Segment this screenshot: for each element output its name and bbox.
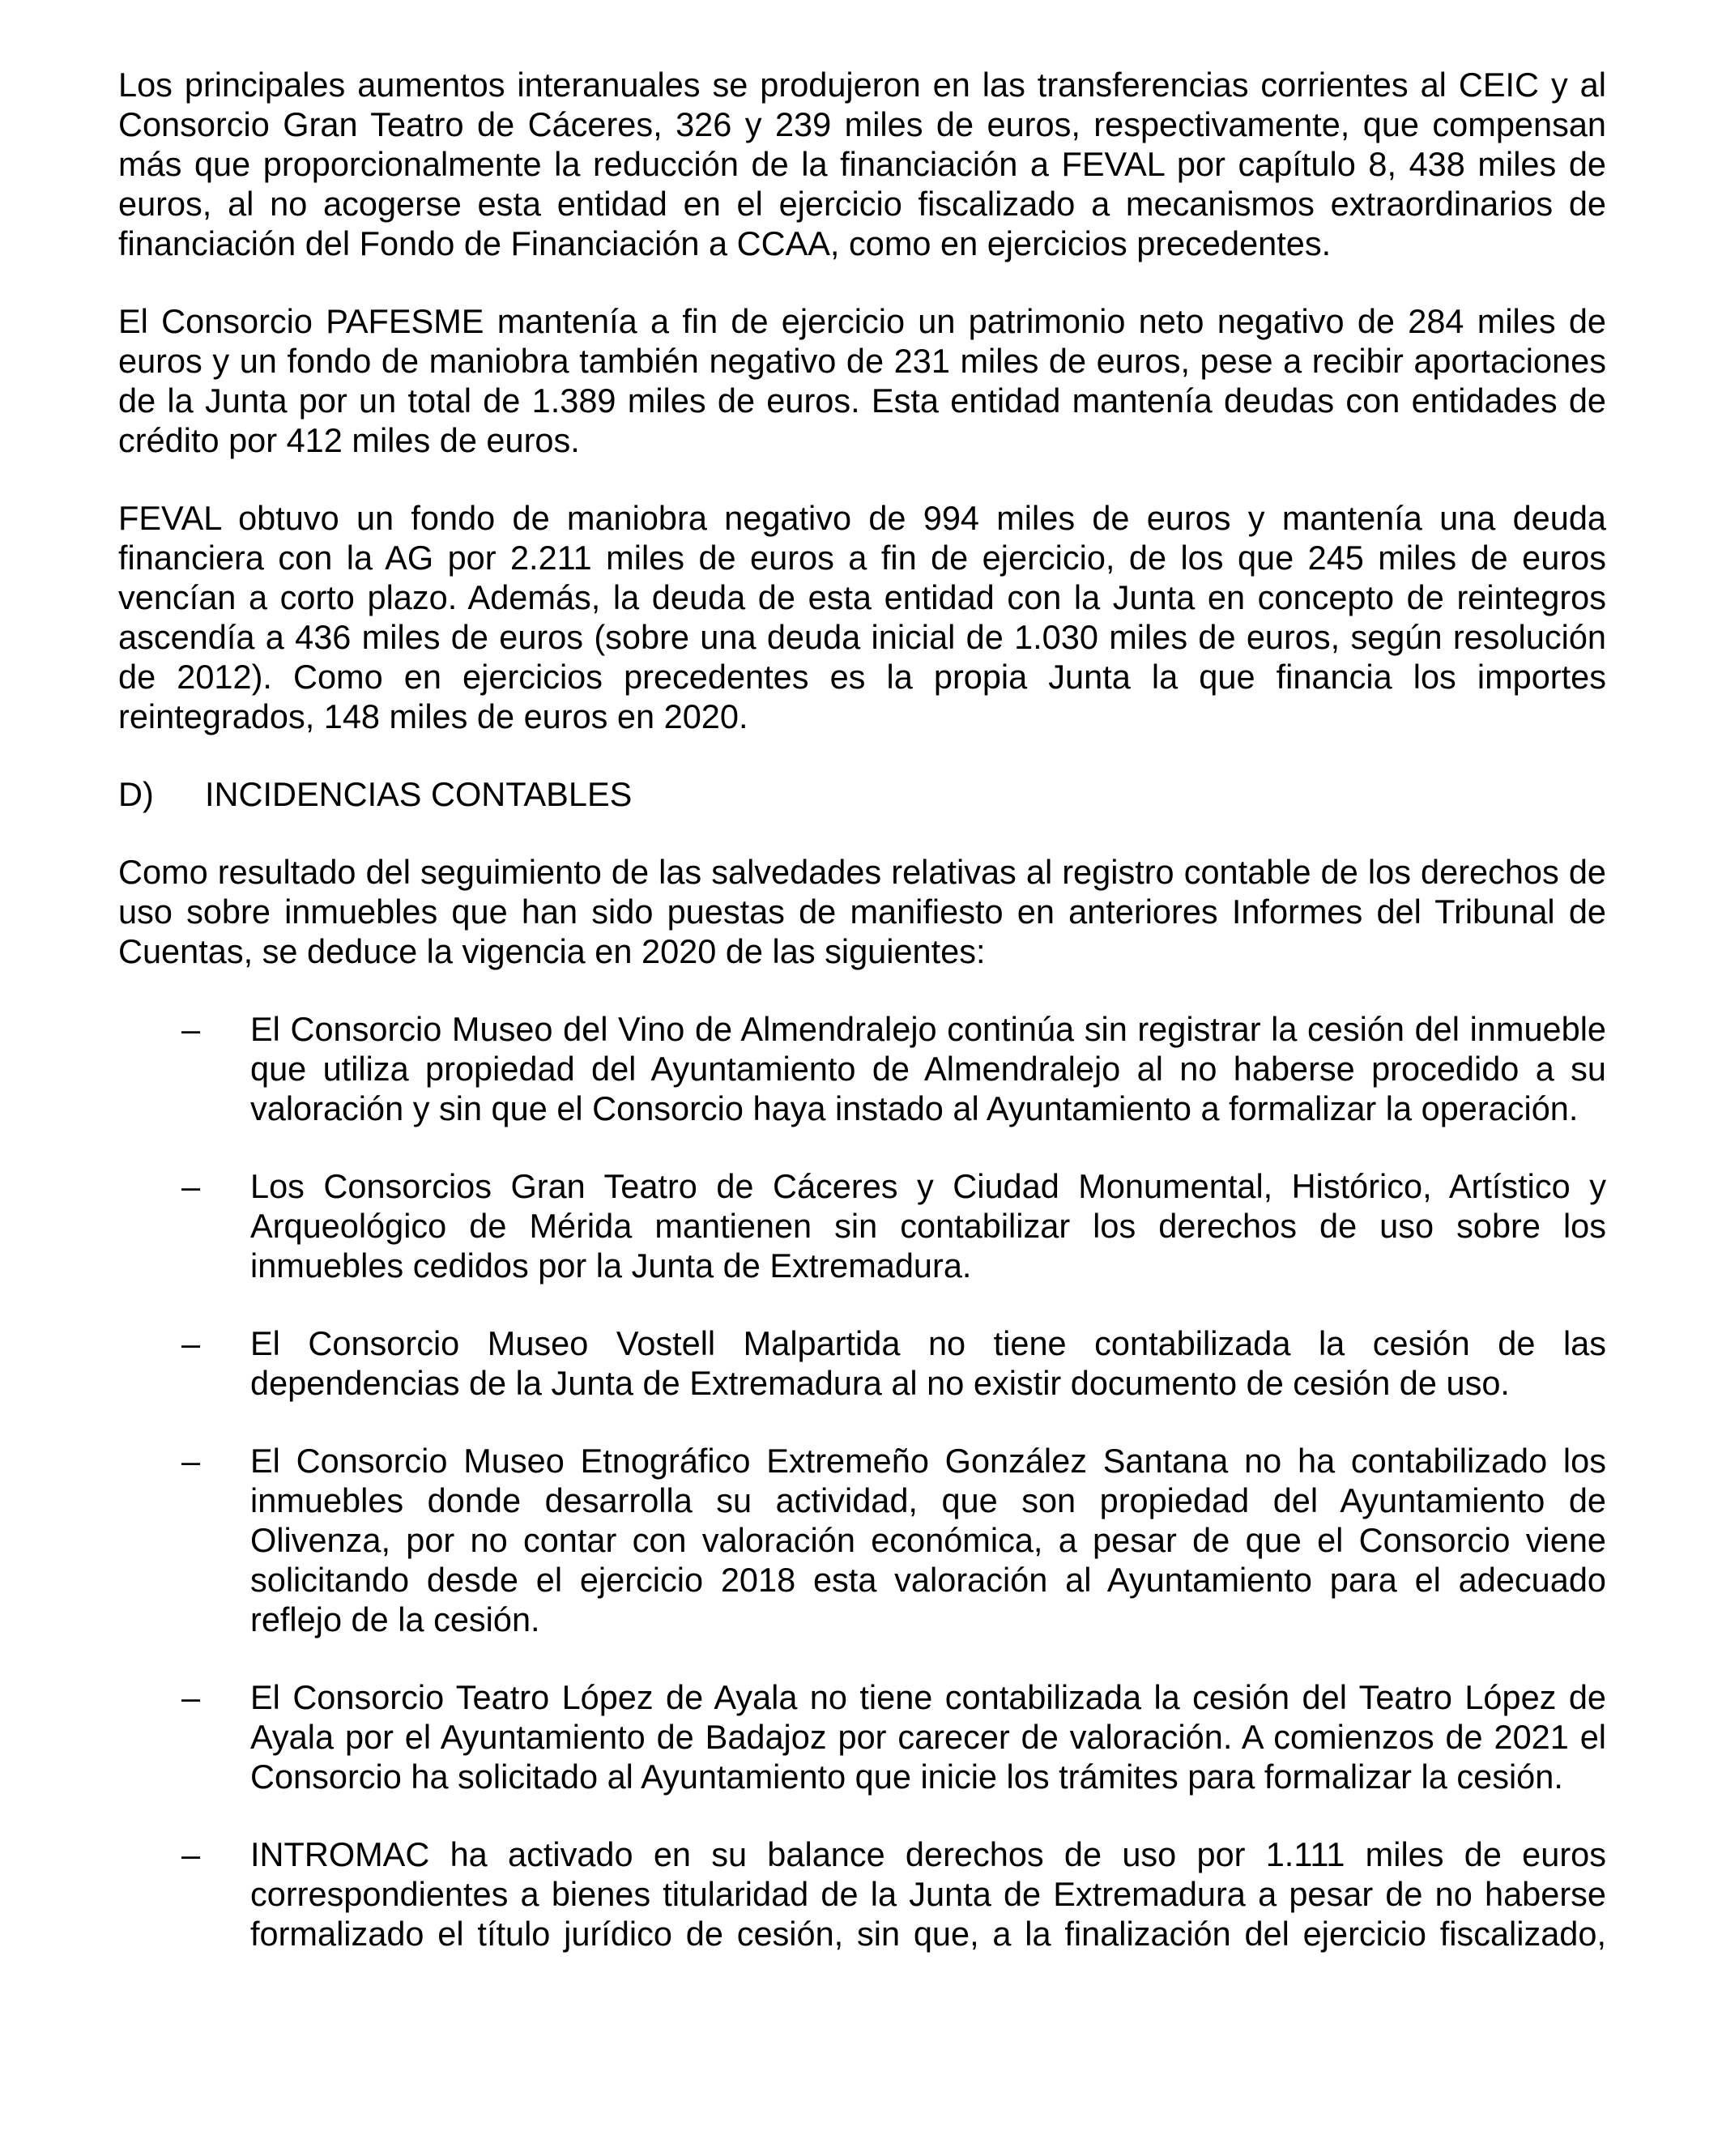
list-item: [118, 1677, 1606, 1796]
list-item-text: El Consorcio Museo Vostell Malpartida no tiene contabilizada la cesión de las dependencias de la Junta de Extremadura al no existir documento de cesión de uso.: [250, 1324, 1606, 1402]
paragraph-feval: FEVAL obtuvo un fondo de maniobra negativo de 994 miles de euros y mantenía una deuda financiera con la AG por 2.211 miles de euros a fin de ejercicio, de los que 245 miles de euros vencían a corto plazo. Además, la deuda de esta entidad con la Junta en concepto de reintegros ascendía a 436 miles de euros (sobre una deuda inicial de 1.030 miles de euros, según resolución de 2012). Como en ejercicios precedentes es la propia Junta la que financia los importes reintegrados, 148 miles de euros en 2020.: [118, 499, 1606, 735]
dash-bullet-marker: –: [181, 1442, 201, 1480]
list-item: [118, 1166, 1606, 1285]
dash-bullet-marker: –: [181, 1835, 201, 1873]
dash-bullet-marker: –: [181, 1324, 201, 1362]
paragraph-pafesme: El Consorcio PAFESME mantenía a fin de ejercicio un patrimonio neto negativo de 284 miles de euros y un fondo de maniobra también negativo de 231 miles de euros, pese a recibir aportaciones de la Junta por un total de 1.389 miles de euros. Esta entidad mantenía deudas con entidades de crédito por 412 miles de euros.: [118, 302, 1606, 459]
section-title: INCIDENCIAS CONTABLES: [205, 775, 633, 813]
document-page: [118, 65, 1606, 1954]
incidencias-list: [118, 1009, 1606, 1954]
list-item-text: El Consorcio Teatro López de Ayala no tiene contabilizada la cesión del Teatro López de Ayala por el Ayuntamiento de Badajoz por carecer de valoración. A comienzos de 2021 el Consorcio ha solicitado al Ayuntamiento que inicie los trámites para formalizar la cesión.: [250, 1678, 1606, 1796]
dash-bullet-marker: –: [181, 1678, 201, 1716]
section-intro: Como resultado del seguimiento de las salvedades relativas al registro contable de los derechos de uso sobre inmuebles que han sido puestas de manifiesto en anteriores Informes del Tribunal de Cuentas, se deduce la vigencia en 2020 de las siguientes:: [118, 853, 1606, 970]
list-item-text: Los Consorcios Gran Teatro de Cáceres y Ciudad Monumental, Histórico, Artístico y Arqueológico de Mérida mantienen sin contabilizar los derechos de uso sobre los inmuebles cedidos por la Junta de Extremadura.: [250, 1167, 1606, 1285]
dash-bullet-marker: –: [181, 1010, 201, 1048]
list-item: [118, 1009, 1606, 1128]
section-letter: D): [118, 775, 154, 813]
dash-bullet-marker: –: [181, 1167, 201, 1205]
list-item-text: INTROMAC ha activado en su balance derechos de uso por 1.111 miles de euros correspondientes a bienes titularidad de la Junta de Extremadura a pesar de no haberse formalizado el título jurídico de cesión, sin que, a la finalización del ejercicio fiscalizado,: [250, 1835, 1606, 1953]
list-item-text: El Consorcio Museo del Vino de Almendralejo continúa sin registrar la cesión del inmueble que utiliza propiedad del Ayuntamiento de Almendralejo al no haberse procedido a su valoración y sin que el Consorcio haya instado al Ayuntamiento a formalizar la operación.: [250, 1010, 1606, 1127]
list-item-text: El Consorcio Museo Etnográfico Extremeño González Santana no ha contabilizado los inmuebles donde desarrolla su actividad, que son propiedad del Ayuntamiento de Olivenza, por no contar con valoración económica, a pesar de que el Consorcio viene solicitando desde el ejercicio 2018 esta valoración al Ayuntamiento para el adecuado reflejo de la cesión.: [250, 1442, 1606, 1638]
list-item: [118, 1323, 1606, 1403]
paragraph-transferencias: Los principales aumentos interanuales se produjeron en las transferencias corrientes al CEIC y al Consorcio Gran Teatro de Cáceres, 326 y 239 miles de euros, respectivamente, que compensan más que proporcionalmente la reducción de la financiación a FEVAL por capítulo 8, 438 miles de euros, al no acogerse esta entidad en el ejercicio fiscalizado a mecanismos extraordinarios de financiación del Fondo de Financiación a CCAA, como en ejercicios precedentes.: [118, 66, 1606, 262]
section-heading: [118, 774, 1606, 814]
list-item: [118, 1441, 1606, 1639]
list-item: [118, 1834, 1606, 1954]
